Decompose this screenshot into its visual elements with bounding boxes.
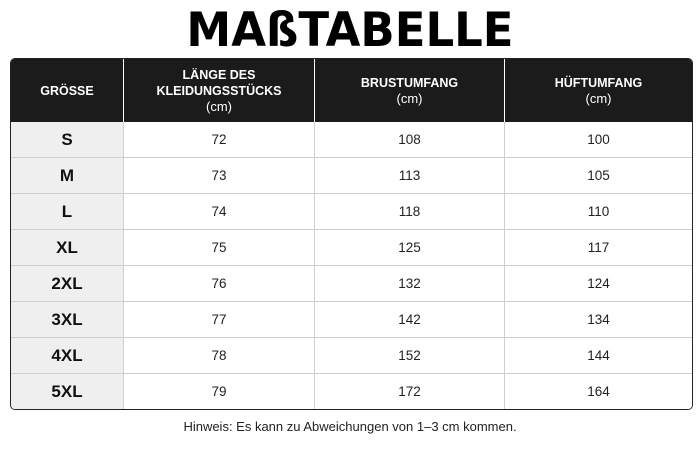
table-header-row	[11, 59, 692, 122]
chest-cell: 125	[315, 229, 505, 265]
length-cell: 74	[124, 193, 315, 229]
size-cell: M	[11, 157, 124, 193]
size-cell: S	[11, 122, 124, 157]
size-cell: XL	[11, 229, 124, 265]
size-chart-table	[10, 58, 693, 410]
hip-cell: 110	[505, 193, 692, 229]
hip-cell: 164	[505, 373, 692, 409]
column-header-label: GRÖSSE	[40, 83, 94, 98]
table-row	[11, 337, 692, 373]
length-cell: 72	[124, 122, 315, 157]
length-cell: 77	[124, 301, 315, 337]
table-row	[11, 157, 692, 193]
size-cell: 2XL	[11, 265, 124, 301]
chest-cell: 132	[315, 265, 505, 301]
hip-cell: 117	[505, 229, 692, 265]
size-cell: 4XL	[11, 337, 124, 373]
hip-cell: 100	[505, 122, 692, 157]
table-row	[11, 193, 692, 229]
length-cell: 73	[124, 157, 315, 193]
length-cell: 75	[124, 229, 315, 265]
column-header-chest	[315, 59, 505, 122]
column-header-hip	[505, 59, 692, 122]
size-cell: 5XL	[11, 373, 124, 409]
chest-cell: 118	[315, 193, 505, 229]
deviation-note: Hinweis: Es kann zu Abweichungen von 1–3 cm kommen.	[183, 419, 517, 434]
hip-cell: 105	[505, 157, 692, 193]
hip-cell: 144	[505, 337, 692, 373]
table-row	[11, 265, 692, 301]
length-cell: 76	[124, 265, 315, 301]
chest-cell: 152	[315, 337, 505, 373]
column-header-label: LÄNGE DES KLEIDUNGSSTÜCKS	[156, 67, 282, 98]
column-header-unit: (cm)	[396, 90, 423, 106]
column-header-label: HÜFTUMFANG	[554, 75, 643, 90]
length-cell: 79	[124, 373, 315, 409]
length-cell: 78	[124, 337, 315, 373]
page-title: MAßTABELLE	[186, 1, 514, 58]
table-row	[11, 229, 692, 265]
table-row	[11, 301, 692, 337]
table-row	[11, 373, 692, 409]
chest-cell: 113	[315, 157, 505, 193]
column-header-size	[11, 59, 124, 122]
chest-cell: 142	[315, 301, 505, 337]
column-header-unit: (cm)	[206, 98, 232, 114]
chest-cell: 108	[315, 122, 505, 157]
column-header-label: BRUSTUMFANG	[360, 75, 459, 90]
size-cell: 3XL	[11, 301, 124, 337]
column-header-unit: (cm)	[585, 90, 612, 106]
chest-cell: 172	[315, 373, 505, 409]
size-cell: L	[11, 193, 124, 229]
hip-cell: 134	[505, 301, 692, 337]
hip-cell: 124	[505, 265, 692, 301]
table-row	[11, 122, 692, 157]
column-header-length	[124, 59, 315, 122]
